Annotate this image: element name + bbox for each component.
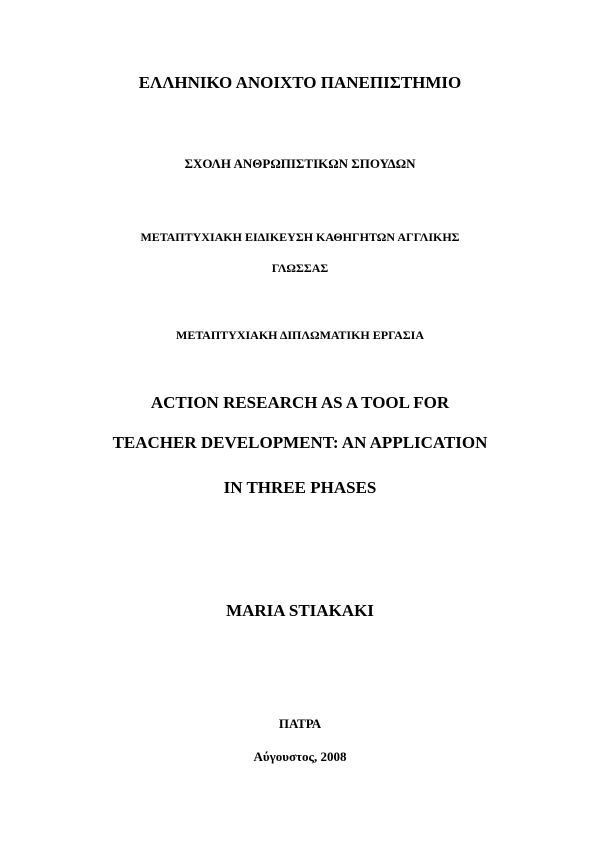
program-name-line-1: ΜΕΤΑΠΤΥΧΙΑΚΗ ΕΙΔΙΚΕΥΣΗ ΚΑΘΗΓΗΤΩΝ ΑΓΓΛΙΚΗΣ [140, 230, 460, 244]
author-name: MARIA STIAKAKI [226, 601, 374, 620]
school-name: ΣΧΟΛΗ ΑΝΘΡΩΠΙΣΤΙΚΩΝ ΣΠΟΥΔΩΝ [184, 156, 416, 171]
university-name: ΕΛΛΗΝΙΚΟ ΑΝΟΙΧΤΟ ΠΑΝΕΠΙΣΤΗΜΙΟ [138, 73, 462, 92]
thesis-title-line-2: TEACHER DEVELOPMENT: AN APPLICATION [112, 433, 488, 452]
thesis-title-line-1: ACTION RESEARCH AS A TOOL FOR [150, 393, 450, 412]
program-name-line-2: ΓΛΩΣΣΑΣ [271, 261, 329, 275]
thesis-type: ΜΕΤΑΠΤΥΧΙΑΚΗ ΔΙΠΛΩΜΑΤΙΚΗ ΕΡΓΑΣΙΑ [176, 328, 424, 342]
date: Αύγουστος, 2008 [253, 749, 347, 764]
thesis-title-line-3: IN THREE PHASES [223, 478, 377, 497]
city: ΠΑΤΡΑ [278, 716, 322, 731]
